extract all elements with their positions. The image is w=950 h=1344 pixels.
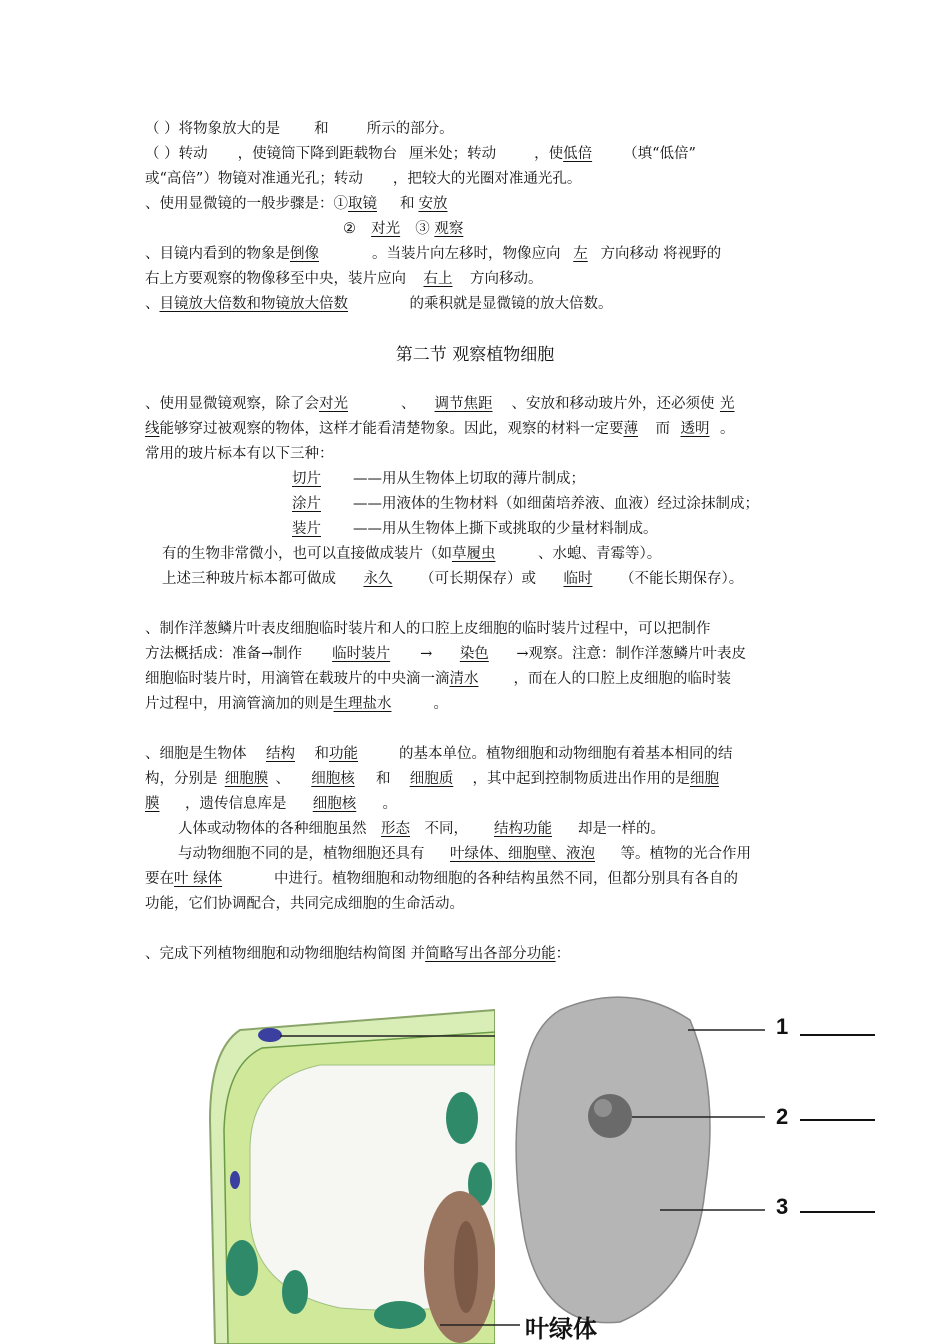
line-6: 、目镜内看到的物象是倒像 。当装片向左移时，物像应向 左 方向移动 将视野的	[145, 246, 722, 262]
line-1: （ ）将物象放大的是 和 所示的部分。	[145, 121, 454, 137]
para-2: 有的生物非常微小，也可以直接做成装片（如草履虫 、水螅、青霉等）。	[162, 546, 662, 562]
para-4-line-3: 细胞临时装片时，用滴管在载玻片的中央滴一滴清水 ，而在人的口腔上皮细胞的临时装	[145, 671, 731, 687]
para-4-line-2: 方法概括成：准备→制作 临时装片 → 染色 →观察。注意：制作洋葱鳞片叶表皮	[145, 646, 746, 662]
para-1-line-3: 常用的玻片标本有以下三种：	[145, 446, 334, 462]
task-line: 、完成下列植物细胞和动物细胞结构简图 并简略写出各部分功能：	[145, 946, 571, 962]
para-5-line-4: 人体或动物体的各种细胞虽然 形态 不同， 结构功能 却是一样的。	[178, 821, 665, 837]
plant-cell	[210, 970, 525, 1344]
para-5-line-3: 膜 ，遗传信息库是 细胞核 。	[145, 796, 397, 812]
animal-cell	[516, 997, 875, 1323]
slide-type-2: 涂片 ——用液体的生物材料（如细菌培养液、血液）经过涂抹制成；	[292, 496, 759, 512]
label-1: 1	[776, 1014, 789, 1039]
para-3: 上述三种玻片标本都可做成 永久 （可长期保存）或 临时 （不能长期保存）。	[162, 571, 744, 587]
cell-diagrams	[0, 970, 950, 1344]
slide-type-3: 装片 ——用从生物体上撕下或挑取的少量材料制成。	[292, 521, 658, 537]
label-3: 3	[776, 1194, 789, 1219]
section-title: 第二节 观察植物细胞	[395, 345, 555, 365]
chloroplast	[226, 1240, 258, 1296]
para-4-line-1: 、制作洋葱鳞片叶表皮细胞临时装片和人的口腔上皮细胞的临时装片过程中，可以把制作	[145, 621, 711, 637]
para-1-line-2: 线能够穿过被观察的物体，这样才能看清楚物象。因此，观察的材料一定要薄 而 透明 。	[145, 421, 735, 437]
slide-type-1: 切片 ——用从生物体上切取的薄片制成；	[292, 471, 585, 487]
chloroplast-label: 叶绿体	[525, 1315, 597, 1343]
para-5-line-5: 与动物细胞不同的是，植物细胞还具有 叶绿体、细胞壁、液泡 等。植物的光合作用	[178, 846, 751, 862]
label-2: 2	[776, 1104, 789, 1129]
line-7: 右上方要观察的物像移至中央，装片应向 右上 方向移动。	[145, 271, 543, 287]
para-5-line-6: 要在叶 绿体 中进行。植物细胞和动物细胞的各种结构虽然不同，但都分别具有各自的	[145, 871, 738, 887]
line-3: 或“高倍”）物镜对准通光孔；转动 ，把较大的光圈对准通光孔。	[145, 171, 582, 187]
line-8: 、目镜放大倍数和物镜放大倍数 的乘积就是显微镜的放大倍数。	[145, 296, 613, 312]
para-1-line-1: 、使用显微镜观察，除了会对光 、 调节焦距 、安放和移动玻片外，还必须使 光	[145, 396, 735, 412]
chloroplast	[374, 1301, 426, 1329]
para-5-line-1: 、细胞是生物体 结构 和功能 的基本单位。植物细胞和动物细胞有着基本相同的结	[145, 746, 733, 762]
chloroplast	[282, 1270, 308, 1314]
chloroplast	[446, 1092, 478, 1144]
line-4: 、使用显微镜的一般步骤是：①取镜 和 安放	[145, 196, 448, 212]
answer-low-power: 低倍	[563, 146, 593, 162]
line-5: ② 对光 ③ 观察	[343, 221, 464, 237]
para-5-line-2: 构，分别是 细胞膜 、 细胞核 和 细胞质 ，其中起到控制物质进出作用的是细胞	[145, 771, 719, 787]
line-2: （ ）转动 ，使镜筒下降到距载物台 厘米处；转动 ，使低倍 （填“低倍”	[145, 146, 696, 162]
para-4-line-4: 片过程中，用滴管滴加的则是生理盐水 。	[145, 696, 448, 712]
para-5-line-7: 功能，它们协调配合，共同完成细胞的生命活动。	[145, 896, 464, 912]
